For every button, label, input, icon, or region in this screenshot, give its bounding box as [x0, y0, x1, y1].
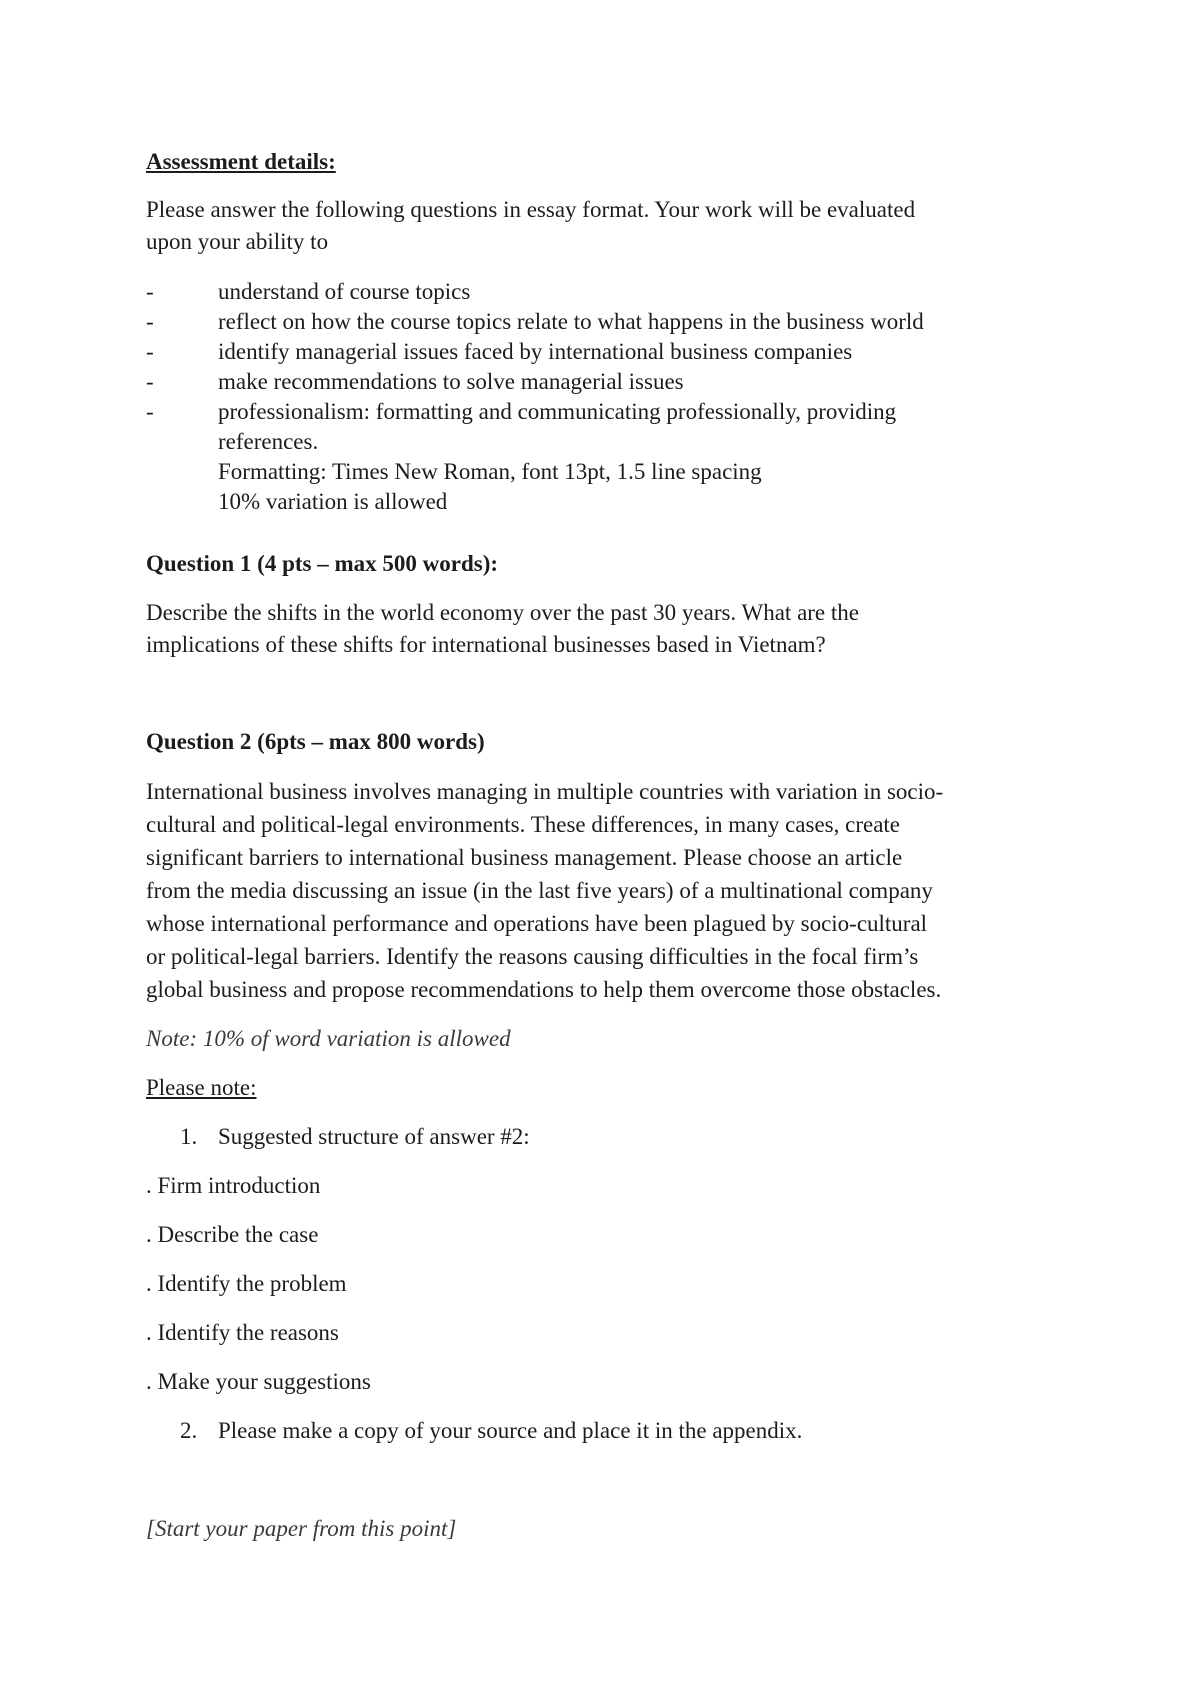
bullet-dash: - — [146, 399, 154, 424]
criteria-item-2: reflect on how the course topics relate to what happens in the business world — [218, 309, 924, 334]
please-note-item-1: Suggested structure of answer #2: — [218, 1124, 530, 1149]
criteria-item-4: make recommendations to solve managerial issues — [218, 369, 684, 394]
list-number-2: 2. — [180, 1418, 198, 1443]
list-number-1: 1. — [180, 1124, 198, 1149]
question-2-line-1: International business involves managing in multiple countries with variation in socio- — [146, 779, 944, 804]
criteria-continuation-1: references. — [218, 429, 319, 454]
question-1-line-1: Describe the shifts in the world economy over the past 30 years. What are the — [146, 600, 859, 625]
criteria-item-3: identify managerial issues faced by international business companies — [218, 339, 853, 364]
criteria-continuation-3: 10% variation is allowed — [218, 489, 448, 514]
question-2-line-6: or political-legal barriers. Identify the reasons causing difficulties in the focal firm’s — [146, 944, 919, 969]
bullet-dash: - — [146, 309, 154, 334]
structure-item-1: . Firm introduction — [146, 1173, 321, 1198]
assessment-intro-line-1: Please answer the following questions in essay format. Your work will be evaluated — [146, 197, 916, 222]
please-note-heading: Please note: — [146, 1075, 257, 1100]
question-2-line-7: global business and propose recommendations to help them overcome those obstacles. — [146, 977, 942, 1002]
structure-item-5: . Make your suggestions — [146, 1369, 371, 1394]
bullet-dash: - — [146, 339, 154, 364]
assessment-heading: Assessment details: — [146, 149, 336, 174]
question-2-line-3: significant barriers to international business management. Please choose an article — [146, 845, 903, 870]
structure-item-3: . Identify the problem — [146, 1271, 347, 1296]
question-2-heading: Question 2 (6pts – max 800 words) — [146, 729, 485, 754]
question-2-line-4: from the media discussing an issue (in the last five years) of a multinational company — [146, 878, 933, 903]
word-variation-note: Note: 10% of word variation is allowed — [146, 1026, 511, 1051]
criteria-item-1: understand of course topics — [218, 279, 471, 304]
question-2-line-2: cultural and political-legal environments. These differences, in many cases, create — [146, 812, 901, 837]
please-note-item-2: Please make a copy of your source and place it in the appendix. — [218, 1418, 803, 1443]
start-paper-marker: [Start your paper from this point] — [146, 1516, 457, 1541]
question-1-heading: Question 1 (4 pts – max 500 words): — [146, 551, 499, 576]
criteria-item-5: professionalism: formatting and communicating professionally, providing — [218, 399, 897, 424]
bullet-dash: - — [146, 369, 154, 394]
structure-item-2: . Describe the case — [146, 1222, 319, 1247]
criteria-continuation-2: Formatting: Times New Roman, font 13pt, 1.5 line spacing — [218, 459, 762, 484]
question-1-line-2: implications of these shifts for international businesses based in Vietnam? — [146, 632, 826, 657]
question-2-line-5: whose international performance and operations have been plagued by socio-cultural — [146, 911, 928, 936]
assessment-intro-line-2: upon your ability to — [146, 229, 329, 254]
structure-item-4: . Identify the reasons — [146, 1320, 339, 1345]
bullet-dash: - — [146, 279, 154, 304]
